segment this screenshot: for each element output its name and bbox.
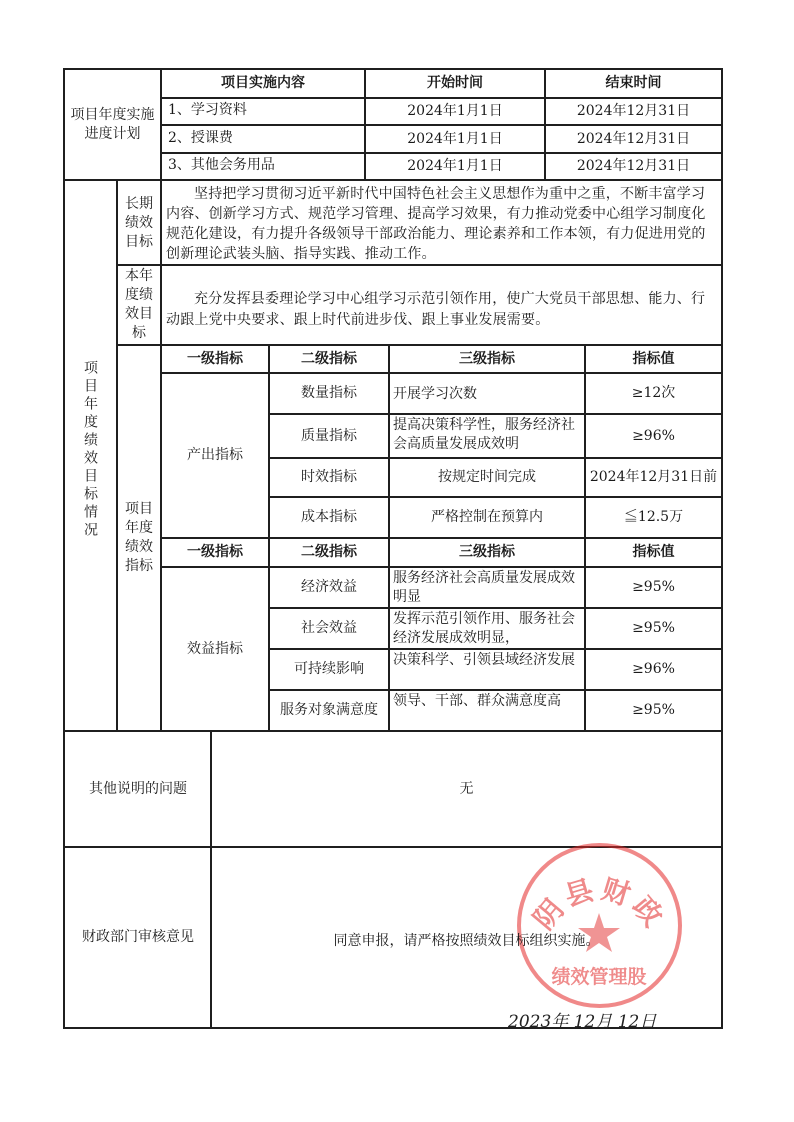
annual-goal-text: 充分发挥县委理论学习中心组学习示范引领作用，使广大党员干部思想、能力、行动跟上党中央要求、跟上时代前进步伐、跟上事业发展需要。 <box>166 291 706 328</box>
long-term-goal-label: 长期绩效目标 <box>125 195 153 250</box>
schedule-row-end: 2024年12月31日 <box>576 130 691 147</box>
schedule-header-end: 结束时间 <box>605 75 662 91</box>
indicator-header-level2: 二级指标 <box>301 350 357 367</box>
schedule-row-end: 2024年12月31日 <box>576 158 691 174</box>
indicator-level2: 经济效益 <box>301 579 357 595</box>
schedule-row-item: 2、授课费 <box>168 130 233 146</box>
schedule-row-start: 2024年1月1日 <box>407 158 503 174</box>
indicator-level3: 发挥示范引领作用、服务社会经济发展成效明显， <box>393 611 575 646</box>
indicator-level3: 严格控制在预算内 <box>431 509 543 525</box>
schedule-header-start: 开始时间 <box>427 75 483 91</box>
grid-line <box>116 264 722 266</box>
indicator-value: ≥95% <box>632 579 675 595</box>
schedule-row-label: 项目年度实施进度计划 <box>70 106 155 142</box>
other-issues-label: 其他说明的问题 <box>89 781 187 797</box>
grid-line <box>63 730 723 732</box>
indicator-value: ≥96% <box>632 427 675 444</box>
schedule-row-start: 2024年1月1日 <box>407 130 503 147</box>
indicator-level3: 决策科学、引领县域经济发展 <box>393 652 575 668</box>
indicator-header-level1: 一级指标 <box>187 350 243 367</box>
grid-line <box>63 179 723 181</box>
indicator-header-level1: 一级指标 <box>187 544 243 560</box>
indicator-value: ≥95% <box>632 620 675 636</box>
seal-graphic <box>517 843 682 1008</box>
indicator-value: 2024年12月31日前 <box>589 469 718 485</box>
indicator-level2: 可持续影响 <box>294 661 364 677</box>
schedule-header-item: 项目实施内容 <box>221 75 305 91</box>
indicator-header-value: 指标值 <box>632 544 675 560</box>
seal-top-text: 阴县财政 <box>527 872 672 936</box>
indicator-value: ≥12次 <box>631 385 676 401</box>
indicator-header-level3: 三级指标 <box>459 544 515 560</box>
seal-bottom-text: 绩效管理股 <box>551 966 647 988</box>
indicator-value: ≦12.5万 <box>623 509 684 525</box>
indicator-level2: 时效指标 <box>301 469 357 485</box>
indicator-level3: 服务经济社会高质量发展成效明显 <box>393 570 575 605</box>
indicator-header-value: 指标值 <box>632 350 675 367</box>
indicator-level3: 按规定时间完成 <box>438 469 536 485</box>
schedule-row-start: 2024年1月1日 <box>407 103 503 119</box>
grid-line <box>116 179 118 731</box>
long-term-goal-text: 坚持把学习贯彻习近平新时代中国特色社会主义思想作为重中之重，不断丰富学习内容、创新学习方式、规范学习管理、提高学习效果，有力推动党委中心组学习制度化规范化建设，有力提升各级领导干部政治能力、理论素养和工作本领，有力促进用党的创新理论武装头脑、指导实践、推动工作。 <box>166 186 706 262</box>
goals-section-label: 项目年度绩效目标情况 <box>82 360 98 540</box>
indicator-level3: 提高决策科学性，服务经济社会高质量发展成效明 <box>393 417 575 452</box>
indicator-value: ≥96% <box>632 661 675 677</box>
benefit-indicator-label: 效益指标 <box>187 640 243 657</box>
review-opinion: 同意申报，请严格按照绩效目标组织实施。 <box>333 932 600 949</box>
table-right-border <box>721 68 723 1029</box>
table-left-border <box>63 68 65 1029</box>
schedule-row-item: 3、其他会务用品 <box>168 157 275 173</box>
schedule-row-end: 2024年12月31日 <box>576 103 691 119</box>
annual-goal-label: 本年度绩效目标 <box>125 268 153 341</box>
indicator-level2: 质量指标 <box>301 427 357 444</box>
indicator-header-level2: 二级指标 <box>301 544 357 560</box>
indicator-value: ≥95% <box>632 702 675 718</box>
other-issues-value: 无 <box>459 781 474 797</box>
indicators-label: 项目年度绩效指标 <box>125 501 153 574</box>
indicator-level2: 成本指标 <box>301 509 357 525</box>
indicator-level2: 社会效益 <box>301 620 357 636</box>
indicator-level3: 领导、干部、群众满意度高 <box>393 693 561 709</box>
indicator-level3: 开展学习次数 <box>393 386 477 402</box>
indicator-header-level3: 三级指标 <box>459 350 515 367</box>
finance-review-label: 财政部门审核意见 <box>82 929 194 945</box>
indicator-level2: 服务对象满意度 <box>280 702 378 718</box>
output-indicator-label: 产出指标 <box>187 447 243 463</box>
review-date: 2023年 12月 12日 <box>508 1012 657 1032</box>
schedule-row-item: 1、学习资料 <box>168 102 247 118</box>
indicator-level2: 数量指标 <box>301 385 357 401</box>
